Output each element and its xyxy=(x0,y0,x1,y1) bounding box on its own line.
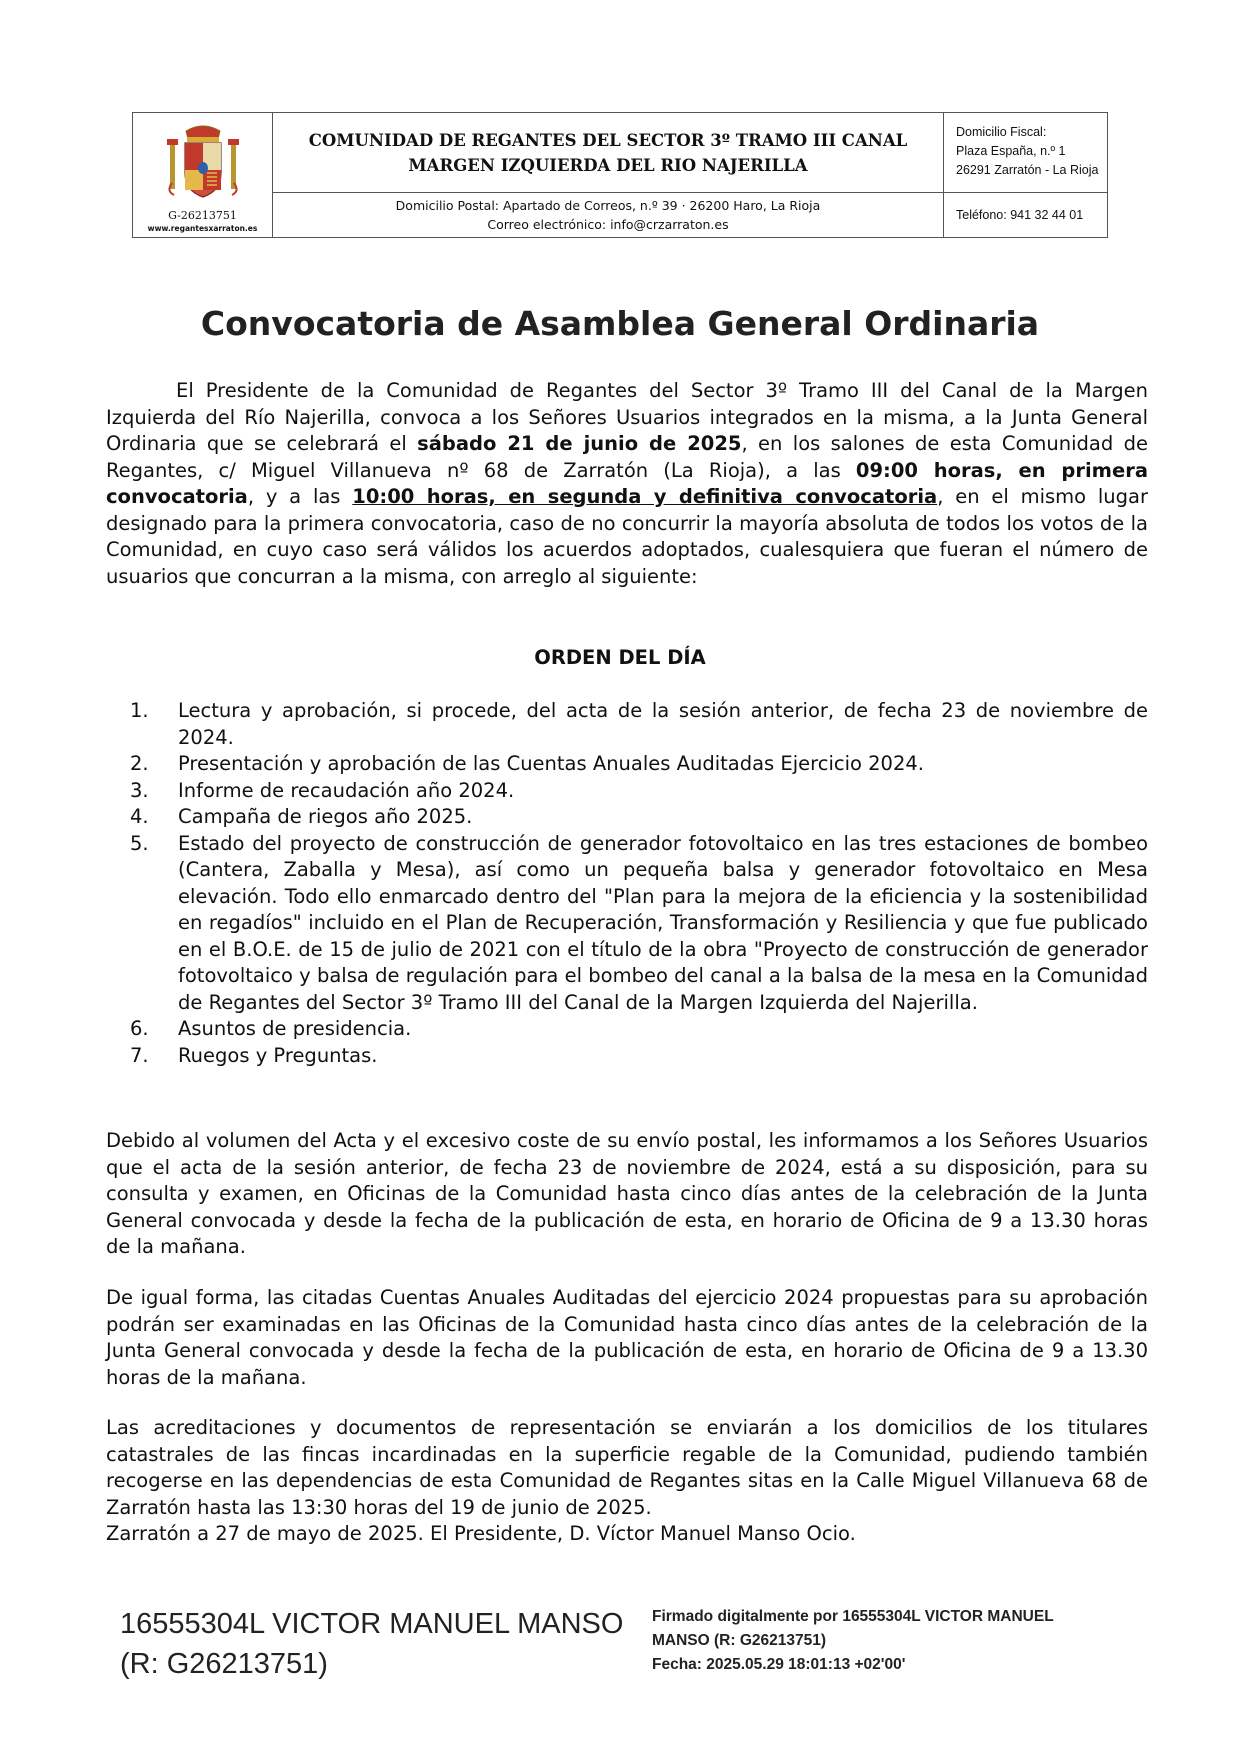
phone-number: Teléfono: 941 32 44 01 xyxy=(956,208,1084,222)
intro-text-1: El Presidente de la Comunidad de Regantes del Sector 3º Tramo III del Canal de la Margen Izquierda del Río Najerilla, convoca a los Señores Usuarios integrados en la misma, a la Junta General Ordinaria que se celebrará el xyxy=(106,379,1148,455)
email-line: Correo electrónico: info@crzarraton.es xyxy=(487,217,729,232)
agenda-item-number: 4. xyxy=(130,805,149,828)
first-call-time: 09:00 horas, en primera convocatoria xyxy=(106,458,1148,508)
organization-name xyxy=(273,113,943,193)
letterhead-center xyxy=(273,113,943,237)
intro-text-2: , en los salones de esta Comunidad de Regantes, c/ Miguel Villanueva nº 68 de Zarratón (La Rioja), a las xyxy=(106,432,1148,482)
letterhead-right xyxy=(943,113,1107,237)
signer-name-line1: 16555304L VICTOR MANUEL MANSO xyxy=(120,1608,624,1640)
agenda-item-text: Campaña de riegos año 2025. xyxy=(178,805,473,828)
organization-name-line2: MARGEN IZQUIERDA DEL RIO NAJERILLA xyxy=(408,155,808,175)
signature-info-line1: Firmado digitalmente por 16555304L VICTOR MANUEL xyxy=(652,1608,1054,1625)
agenda-title: ORDEN DEL DÍA xyxy=(534,646,706,669)
agenda-item-text: Ruegos y Preguntas. xyxy=(178,1043,378,1067)
minutes-paragraph: Debido al volumen del Acta y el excesivo coste de su envío postal, les informamos a los Señores Usuarios que el acta de la sesión anterior, de fecha 23 de noviembre de 2024, está a su disposición, para su consulta y examen, en Oficinas de la Comunidad hasta cinco días antes de la celebración de la Junta General convocada y desde la fecha de la publicación de esta, en horario de Oficina de 9 a 13.30 horas de la mañana. xyxy=(106,1129,1148,1258)
credentials-paragraph xyxy=(106,1415,1148,1548)
coat-of-arms-logo xyxy=(160,121,246,207)
agenda-item-number: 6. xyxy=(130,1017,149,1040)
agenda-item-number: 1. xyxy=(130,699,149,722)
intro-text-3: , y a las xyxy=(247,485,353,508)
agenda-item xyxy=(130,1043,1148,1070)
intro-text-4: , en el mismo lugar designado para la primera convocatoria, caso de no concurrir la mayoría absoluta de todos los votos de la Comunidad, en cuyo caso será válidos los acuerdos adoptados, cualesquiera que fueran el número de usuarios que concurran a la misma, con arreglo al siguiente: xyxy=(106,485,1149,588)
meeting-date: sábado 21 de junio de 2025 xyxy=(417,432,742,455)
document-title: Convocatoria de Asamblea General Ordinaria xyxy=(200,304,1040,343)
agenda-item-text: Estado del proyecto de construcción de generador fotovoltaico en las tres estaciones de bombeo (Cantera, Zaballa y Mesa), así como un pequeña balsa y generador fotovoltaico en Mesa elevación. Todo ello enmarcado dentro del "Plan para la mejora de la eficiencia y la sostenibilidad en regadíos" incluido en el Plan de Recuperación, Transformación y Resiliencia y que fue publicado en el B.O.E. de 15 de julio de 2021 con el título de la obra "Proyecto de construcción de generador fotovoltaico y balsa de regulación para el bombeo del canal a la balsa de la mesa en la Comunidad de Regantes del Sector 3º Tramo III del Canal de la Margen Izquierda del Najerilla. xyxy=(178,831,1148,1014)
agenda-item xyxy=(130,804,1148,831)
agenda-item-text: Lectura y aprobación, si procede, del acta de la sesión anterior, de fecha 23 de noviembre de 2024. xyxy=(178,699,1148,749)
agenda-item-text: Asuntos de presidencia. xyxy=(178,1017,412,1040)
fiscal-line1: Plaza España, n.º 1 xyxy=(956,144,1066,158)
credentials-text: Las acreditaciones y documentos de representación se enviarán a los domicilios de los titulares catastrales de las fincas incardinadas en la superficie regable de la Comunidad, pudiendo también recogerse en las dependencias de esta Comunidad de Regantes sitas en la Calle Miguel Villanueva 68 de Zarratón hasta las 13:30 horas del 19 de junio de 2025. xyxy=(106,1416,1148,1519)
place-date-signature-line: Zarratón a 27 de mayo de 2025. El Presidente, D. Víctor Manuel Manso Ocio. xyxy=(106,1522,856,1545)
agenda-item-number: 2. xyxy=(130,752,149,775)
digital-signature-name xyxy=(120,1604,640,1684)
accounts-paragraph: De igual forma, las citadas Cuentas Anuales Auditadas del ejercicio 2024 propuestas para su aprobación podrán ser examinadas en las Oficinas de la Comunidad hasta cinco días antes de la celebración de la Junta General convocada y desde la fecha de la publicación de esta, en horario de Oficina de 9 a 13.30 horas de la mañana. xyxy=(106,1286,1148,1389)
fiscal-line2: 26291 Zarratón - La Rioja xyxy=(956,163,1099,177)
intro-paragraph xyxy=(106,378,1148,590)
agenda-item-number: 3. xyxy=(130,778,149,802)
letterhead xyxy=(132,112,1108,238)
organization-name-line1: COMUNIDAD DE REGANTES DEL SECTOR 3º TRAMO III CANAL xyxy=(308,130,908,150)
digital-signature-info xyxy=(652,1605,1152,1677)
postal-line1: Domicilio Postal: Apartado de Correos, n.º 39 · 26200 Haro, La Rioja xyxy=(395,198,821,213)
cif-number: G-26213751 xyxy=(168,209,237,222)
agenda-item xyxy=(130,751,1148,778)
fiscal-label: Domicilio Fiscal: xyxy=(956,125,1047,139)
second-call-time: 10:00 horas, en segunda y definitiva convocatoria xyxy=(352,485,938,508)
agenda-item-number: 5. xyxy=(130,831,149,855)
postal-address xyxy=(273,193,943,237)
agenda-item-text: Presentación y aprobación de las Cuentas Anuales Auditadas Ejercicio 2024. xyxy=(178,752,924,775)
agenda-item-text: Informe de recaudación año 2024. xyxy=(178,778,515,802)
website-url[interactable]: www.regantesxarraton.es xyxy=(147,224,258,233)
signer-name-line2: (R: G26213751) xyxy=(120,1648,328,1680)
agenda-item xyxy=(130,698,1148,751)
agenda-item-number: 7. xyxy=(130,1043,149,1067)
signature-date: Fecha: 2025.05.29 18:01:13 +02'00' xyxy=(652,1656,906,1673)
agenda-list xyxy=(130,698,1148,1069)
agenda-item xyxy=(130,778,1148,805)
logo-block xyxy=(133,113,273,237)
fiscal-address xyxy=(944,113,1107,193)
agenda-item xyxy=(130,1016,1148,1043)
agenda-item xyxy=(130,831,1148,1017)
signature-info-line2: MANSO (R: G262137​51) xyxy=(652,1632,827,1649)
